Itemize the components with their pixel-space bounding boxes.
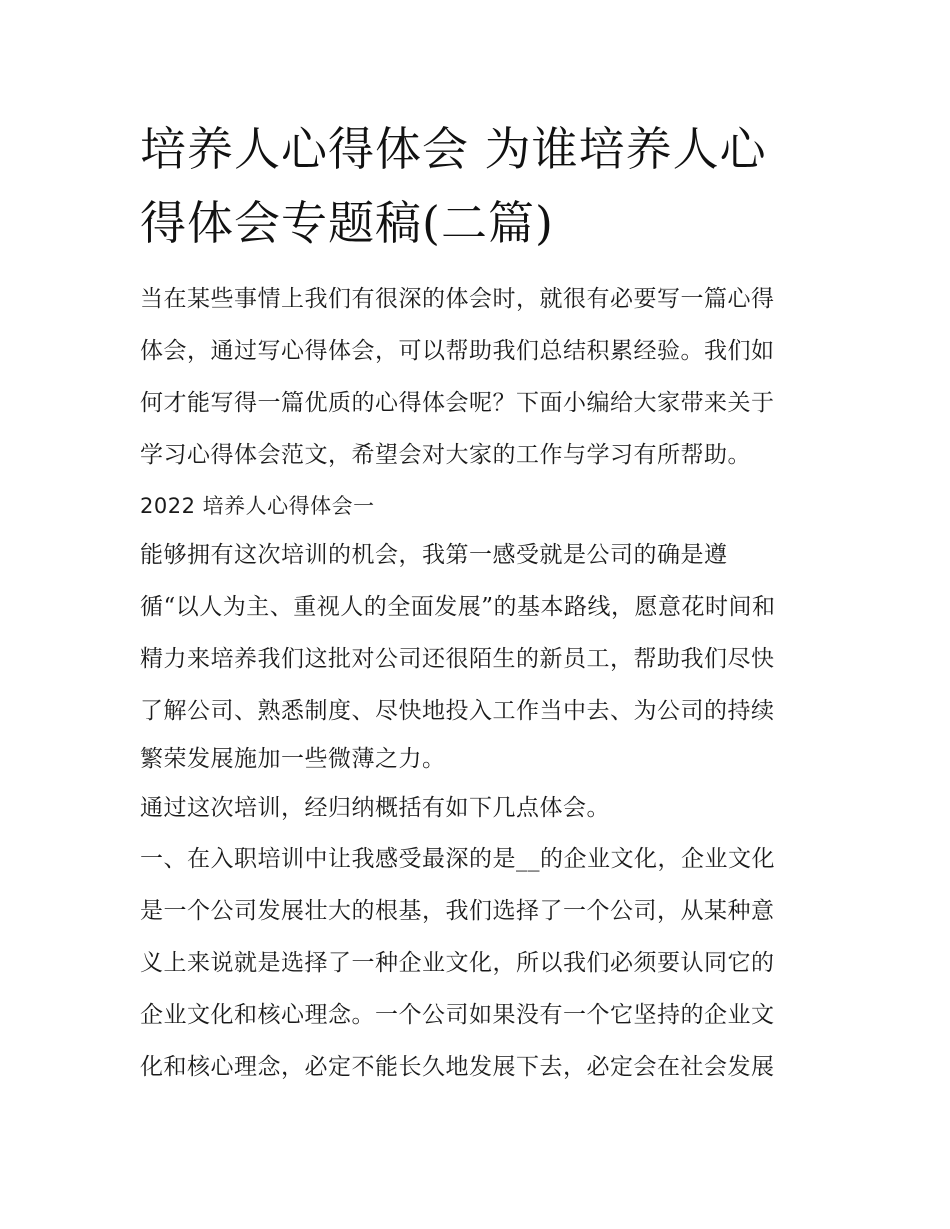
body-line: 一、在入职培训中让我感受最深的是__的企业文化，企业文化 — [140, 846, 775, 872]
title-line: 培养人心得体会 为谁培养人心 — [140, 122, 767, 176]
section-heading: 2022 培养人心得体会一 — [140, 494, 375, 518]
body-line: 了解公司、熟悉制度、尽快地投入工作当中去、为公司的持续 — [140, 698, 775, 724]
body-line: 何才能写得一篇优质的心得体会呢？下面小编给大家带来关于 — [140, 390, 775, 416]
body-line: 循“以人为主、重视人的全面发展”的基本路线，愿意花时间和 — [140, 594, 776, 620]
body-line: 是一个公司发展壮大的根基，我们选择了一个公司，从某种意 — [140, 898, 775, 924]
title-line: 得体会专题稿(二篇) — [140, 196, 554, 250]
body-line: 当在某些事情上我们有很深的体会时，就很有必要写一篇心得 — [140, 286, 775, 312]
body-line: 体会，通过写心得体会，可以帮助我们总结积累经验。我们如 — [140, 338, 775, 364]
body-line: 繁荣发展施加一些微薄之力。 — [140, 746, 446, 772]
body-line: 企业文化和核心理念。一个公司如果没有一个它坚持的企业文 — [140, 1002, 775, 1028]
body-line: 能够拥有这次培训的机会，我第一感受就是公司的确是遵 — [140, 542, 728, 568]
body-line: 精力来培养我们这批对公司还很陌生的新员工，帮助我们尽快 — [140, 646, 775, 672]
body-line: 通过这次培训，经归纳概括有如下几点体会。 — [140, 795, 610, 821]
body-line: 义上来说就是选择了一种企业文化，所以我们必须要认同它的 — [140, 950, 775, 976]
body-line: 化和核心理念，必定不能长久地发展下去，必定会在社会发展 — [140, 1054, 775, 1080]
document-title — [140, 112, 820, 260]
body-line: 学习心得体会范文，希望会对大家的工作与学习有所帮助。 — [140, 442, 751, 468]
